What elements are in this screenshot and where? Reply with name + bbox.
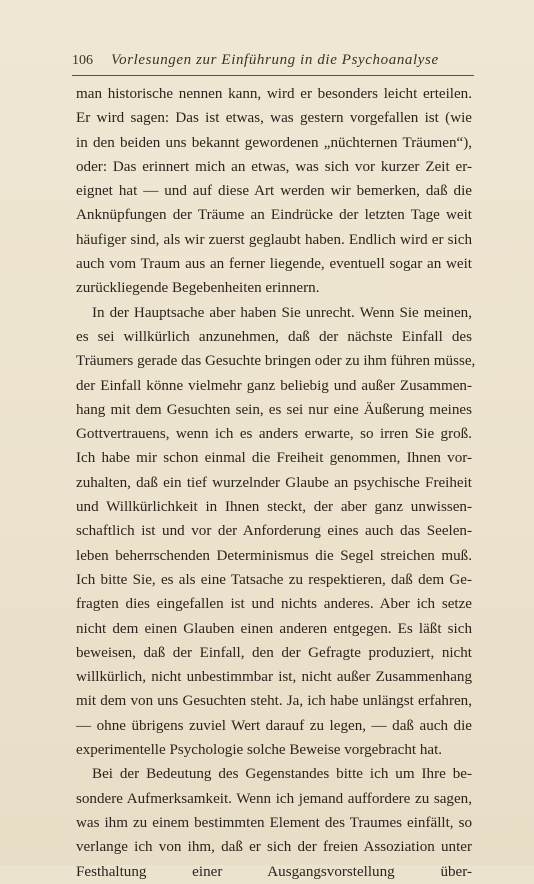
text-line: es sei willkürlich anzunehmen, daß der nächste Einfall des	[76, 328, 472, 345]
text-line: Ich habe mir schon einmal die Freiheit genommen, Ihnen vor-	[76, 450, 472, 467]
text-line: leben beherrschenden Determinismus die Segel streichen muß.	[76, 547, 472, 564]
text-line: hang mit dem Gesuchten sein, es sei nur eine Äußerung meines	[76, 401, 472, 418]
text-line: in den beiden uns bekannt gewordenen „nüchternen Träumen“),	[76, 134, 472, 151]
text-line: Er wird sagen: Das ist etwas, was gestern vorgefallen ist (wie	[76, 110, 472, 127]
text-line: Bei der Bedeutung des Gegenstandes bitte ich um Ihre be-	[92, 766, 472, 783]
text-line: mit dem von uns Gesuchten steht. Ja, ich habe unlängst erfahren,	[76, 693, 472, 710]
text-line: Träumers gerade das Gesuchte bringen oder zu ihm führen müsse,	[76, 353, 476, 370]
text-line: Festhaltung einer Ausgangsvorstellung über-	[76, 863, 472, 880]
body-text	[76, 82, 476, 884]
text-line: fragten dies eingefallen ist und nichts anderes. Aber ich setze	[76, 596, 472, 613]
text-line: sondere Aufmerksamkeit. Wenn ich jemand auffordere zu sagen,	[76, 790, 472, 807]
text-line: schaftlich ist und vor der Anforderung eines auch das Seelen-	[76, 523, 472, 540]
text-line: Anknüpfungen der Träume an Eindrücke der letzten Tage weit	[76, 207, 472, 224]
text-line: In der Hauptsache aber haben Sie unrecht. Wenn Sie meinen,	[92, 304, 472, 321]
text-line: häufiger sind, als wir zuerst geglaubt haben. Endlich wird er sich	[76, 231, 472, 248]
text-line: auch vom Traum aus an ferner liegende, eventuell sogar an weit	[76, 256, 472, 273]
text-line: eignet hat — und auf diese Art werden wir bemerken, daß die	[76, 183, 472, 200]
text-line: willkürlich, nicht unbestimmbar ist, nicht außer Zusammenhang	[76, 669, 472, 686]
text-line: was ihm zu einem bestimmten Element des Traumes einfällt, so	[76, 814, 472, 831]
text-line: der Einfall könne vielmehr ganz beliebig und außer Zusammen-	[76, 377, 472, 394]
text-line: man historische nennen kann, wird er besonders leicht erteilen.	[76, 86, 472, 102]
text-line: oder: Das erinnert mich an etwas, was sich vor kurzer Zeit er-	[76, 158, 472, 175]
page-header	[72, 52, 474, 69]
text-line: nicht dem einen Glauben einen anderen entgegen. Es läßt sich	[76, 620, 472, 637]
text-line: — ohne übrigens zuviel Wert darauf zu legen, — daß auch die	[76, 717, 472, 734]
text-line: verlange ich von ihm, daß er sich der freien Assoziation unter	[76, 839, 472, 856]
running-title: Vorlesungen zur Einführung in die Psychoanalyse	[111, 52, 439, 68]
text-line: zurückliegende Begebenheiten erinnern.	[76, 280, 320, 297]
text-line: zuhalten, daß ein tief wurzelnder Glaube an psychische Freiheit	[76, 474, 472, 491]
header-rule	[72, 75, 474, 76]
text-line: beweisen, daß der Einfall, den der Gefragte produziert, nicht	[76, 644, 472, 661]
text-line: und Willkürlichkeit in Ihnen steckt, der aber ganz unwissen-	[76, 499, 472, 516]
text-line: experimentelle Psychologie solche Beweise vorgebracht hat.	[76, 742, 443, 759]
text-line: Ich bitte Sie, es als eine Tatsache zu respektieren, daß dem Ge-	[76, 571, 472, 588]
page-number: 106	[72, 53, 93, 68]
text-line: Gottvertrauens, wenn ich es anders erwarte, so irren Sie groß.	[76, 426, 472, 443]
